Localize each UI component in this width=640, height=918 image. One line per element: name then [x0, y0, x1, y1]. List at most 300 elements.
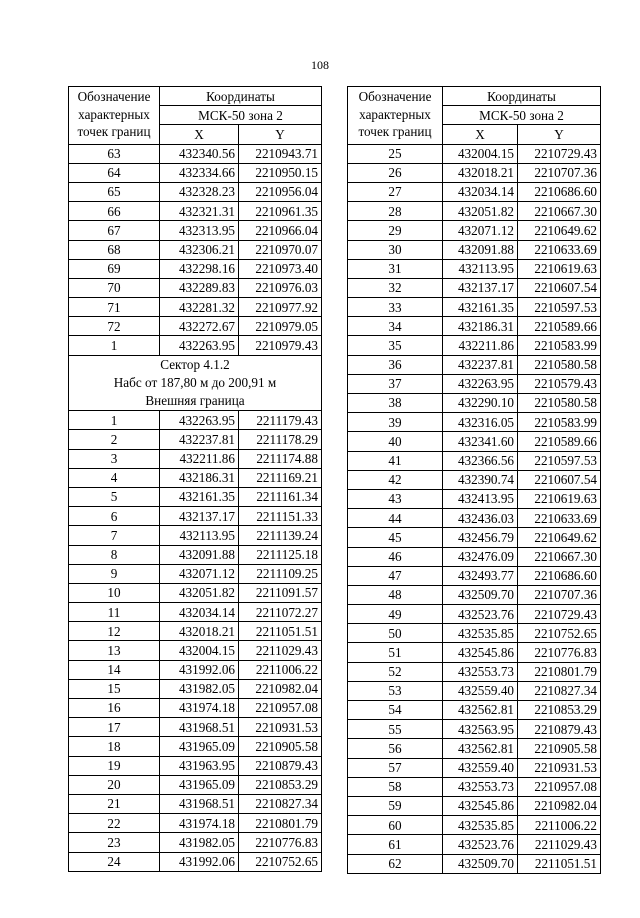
table-row [348, 317, 601, 336]
point-number-cell: 45 [348, 528, 443, 547]
x-coordinate-cell: 432290.10 [443, 394, 518, 413]
x-coordinate-cell: 431992.06 [160, 852, 239, 871]
point-number-cell: 55 [348, 720, 443, 739]
point-number-cell: 1 [69, 336, 160, 355]
y-coordinate-cell: 2210801.79 [518, 662, 601, 681]
table-row [348, 777, 601, 796]
point-number-cell: 69 [69, 259, 160, 278]
table-row [69, 468, 322, 487]
table-row [348, 355, 601, 374]
section-subtitle: Набс от 187,80 м до 200,91 м [69, 374, 322, 392]
point-number-cell: 6 [69, 507, 160, 526]
point-number-cell: 54 [348, 701, 443, 720]
x-coordinate-cell: 432091.88 [443, 240, 518, 259]
coordinate-system-header: МСК-50 зона 2 [443, 106, 601, 125]
y-coordinate-cell: 2210801.79 [239, 814, 322, 833]
x-coordinate-cell: 431982.05 [160, 679, 239, 698]
point-number-cell: 49 [348, 605, 443, 624]
point-number-cell: 65 [69, 182, 160, 201]
x-coordinate-cell: 432071.12 [160, 564, 239, 583]
table-row [348, 720, 601, 739]
table-row [69, 603, 322, 622]
x-coordinate-cell: 432237.81 [160, 430, 239, 449]
table-row [69, 583, 322, 602]
y-coordinate-cell: 2211125.18 [239, 545, 322, 564]
point-number-cell: 57 [348, 758, 443, 777]
y-coordinate-cell: 2210729.43 [518, 144, 601, 163]
table-row [348, 701, 601, 720]
table-row [69, 221, 322, 240]
x-coordinate-cell: 432272.67 [160, 317, 239, 336]
y-coordinate-cell: 2210853.29 [239, 775, 322, 794]
table-row [69, 679, 322, 698]
table-row [69, 240, 322, 259]
coordinates-table-left [68, 86, 322, 872]
point-number-cell: 56 [348, 739, 443, 758]
y-coordinate-cell: 2210667.30 [518, 547, 601, 566]
y-coordinate-cell: 2210589.66 [518, 317, 601, 336]
x-coordinate-cell: 432545.86 [443, 796, 518, 815]
table-row [348, 336, 601, 355]
point-number-cell: 66 [69, 202, 160, 221]
x-coordinate-cell: 431974.18 [160, 699, 239, 718]
table-row [348, 451, 601, 470]
y-coordinate-cell: 2211051.51 [518, 854, 601, 873]
y-coordinate-cell: 2211109.25 [239, 564, 322, 583]
table-row [69, 430, 322, 449]
y-coordinate-cell: 2210633.69 [518, 509, 601, 528]
point-number-cell: 60 [348, 816, 443, 835]
point-number-cell: 15 [69, 679, 160, 698]
x-coordinate-cell: 432562.81 [443, 701, 518, 720]
table-row [348, 662, 601, 681]
y-coordinate-cell: 2210597.53 [518, 298, 601, 317]
y-coordinate-cell: 2210879.43 [518, 720, 601, 739]
y-coordinate-cell: 2210973.40 [239, 259, 322, 278]
point-number-cell: 2 [69, 430, 160, 449]
y-coordinate-cell: 2210977.92 [239, 298, 322, 317]
point-number-cell: 58 [348, 777, 443, 796]
y-coordinate-cell: 2210589.66 [518, 432, 601, 451]
points-label-line: Обозначение [358, 89, 432, 104]
x-column-header: X [443, 125, 518, 144]
table-row [348, 163, 601, 182]
point-number-cell: 61 [348, 835, 443, 854]
x-coordinate-cell: 432509.70 [443, 585, 518, 604]
x-coordinate-cell: 432321.31 [160, 202, 239, 221]
point-number-cell: 18 [69, 737, 160, 756]
table-row [348, 298, 601, 317]
table-row [69, 564, 322, 583]
y-coordinate-cell: 2210649.62 [518, 528, 601, 547]
x-coordinate-cell: 432161.35 [443, 298, 518, 317]
table-row [69, 144, 322, 163]
y-coordinate-cell: 2211072.27 [239, 603, 322, 622]
section-title: Сектор 4.1.2 [69, 355, 322, 374]
point-number-cell: 39 [348, 413, 443, 432]
y-coordinate-cell: 2210752.65 [239, 852, 322, 871]
table-row [348, 432, 601, 451]
points-label-header [69, 87, 160, 145]
table-row [69, 317, 322, 336]
y-coordinate-cell: 2210633.69 [518, 240, 601, 259]
x-coordinate-cell: 432051.82 [443, 202, 518, 221]
table-row [348, 854, 601, 873]
x-coordinate-cell: 431992.06 [160, 660, 239, 679]
table-row [69, 641, 322, 660]
y-coordinate-cell: 2210853.29 [518, 701, 601, 720]
point-number-cell: 48 [348, 585, 443, 604]
x-coordinate-cell: 432289.83 [160, 278, 239, 297]
x-coordinate-cell: 432018.21 [443, 163, 518, 182]
coordinates-table-right [347, 86, 601, 874]
y-coordinate-cell: 2210752.65 [518, 624, 601, 643]
points-label-header [348, 87, 443, 145]
table-row [348, 221, 601, 240]
y-coordinate-cell: 2210957.08 [518, 777, 601, 796]
point-number-cell: 47 [348, 566, 443, 585]
table-row [348, 528, 601, 547]
y-coordinate-cell: 2210580.58 [518, 394, 601, 413]
table-row [348, 509, 601, 528]
y-coordinate-cell: 2210976.03 [239, 278, 322, 297]
point-number-cell: 24 [69, 852, 160, 871]
table-row [348, 835, 601, 854]
x-coordinate-cell: 432263.95 [443, 374, 518, 393]
y-column-header: Y [518, 125, 601, 144]
x-coordinate-cell: 432161.35 [160, 487, 239, 506]
table-row [69, 852, 322, 871]
point-number-cell: 37 [348, 374, 443, 393]
x-coordinate-cell: 432316.05 [443, 413, 518, 432]
table-row [348, 394, 601, 413]
y-coordinate-cell: 2210583.99 [518, 336, 601, 355]
table-row [348, 739, 601, 758]
y-coordinate-cell: 2210982.04 [518, 796, 601, 815]
x-coordinate-cell: 432211.86 [160, 449, 239, 468]
y-coordinate-cell: 2210931.53 [239, 718, 322, 737]
y-coordinate-cell: 2210597.53 [518, 451, 601, 470]
table-row [69, 622, 322, 641]
point-number-cell: 52 [348, 662, 443, 681]
x-coordinate-cell: 432137.17 [443, 278, 518, 297]
point-number-cell: 21 [69, 794, 160, 813]
point-number-cell: 50 [348, 624, 443, 643]
section-row [69, 392, 322, 411]
y-coordinate-cell: 2210931.53 [518, 758, 601, 777]
x-coordinate-cell: 432535.85 [443, 624, 518, 643]
table-row [348, 758, 601, 777]
y-coordinate-cell: 2210956.04 [239, 182, 322, 201]
table-row [348, 202, 601, 221]
x-coordinate-cell: 432186.31 [443, 317, 518, 336]
point-number-cell: 68 [69, 240, 160, 259]
table-row [69, 833, 322, 852]
table-row [69, 814, 322, 833]
point-number-cell: 19 [69, 756, 160, 775]
y-coordinate-cell: 2211169.21 [239, 468, 322, 487]
x-coordinate-cell: 432281.32 [160, 298, 239, 317]
table-row [348, 547, 601, 566]
point-number-cell: 22 [69, 814, 160, 833]
y-coordinate-cell: 2210950.15 [239, 163, 322, 182]
point-number-cell: 35 [348, 336, 443, 355]
point-number-cell: 11 [69, 603, 160, 622]
table-row [69, 298, 322, 317]
points-label-line: точек границ [77, 124, 151, 139]
x-coordinate-cell: 431965.09 [160, 775, 239, 794]
y-coordinate-cell: 2210776.83 [518, 643, 601, 662]
x-coordinate-cell: 432237.81 [443, 355, 518, 374]
x-coordinate-cell: 432509.70 [443, 854, 518, 873]
x-coordinate-cell: 432436.03 [443, 509, 518, 528]
point-number-cell: 43 [348, 489, 443, 508]
y-coordinate-cell: 2210905.58 [518, 739, 601, 758]
y-coordinate-cell: 2210982.04 [239, 679, 322, 698]
point-number-cell: 7 [69, 526, 160, 545]
x-coordinate-cell: 432034.14 [160, 603, 239, 622]
table-row [348, 240, 601, 259]
table-row [69, 336, 322, 355]
y-coordinate-cell: 2210979.05 [239, 317, 322, 336]
point-number-cell: 29 [348, 221, 443, 240]
point-number-cell: 25 [348, 144, 443, 163]
points-label-line: точек границ [358, 124, 432, 139]
y-coordinate-cell: 2210579.43 [518, 374, 601, 393]
point-number-cell: 59 [348, 796, 443, 815]
y-coordinate-cell: 2210961.35 [239, 202, 322, 221]
point-number-cell: 62 [348, 854, 443, 873]
y-coordinate-cell: 2210957.08 [239, 699, 322, 718]
x-coordinate-cell: 432306.21 [160, 240, 239, 259]
x-coordinate-cell: 432523.76 [443, 835, 518, 854]
table-row [69, 756, 322, 775]
point-number-cell: 71 [69, 298, 160, 317]
y-coordinate-cell: 2211161.34 [239, 487, 322, 506]
y-coordinate-cell: 2210607.54 [518, 278, 601, 297]
x-column-header: X [160, 125, 239, 144]
x-coordinate-cell: 432328.23 [160, 182, 239, 201]
y-coordinate-cell: 2210827.34 [518, 681, 601, 700]
table-row [348, 643, 601, 662]
table-row [348, 796, 601, 815]
point-number-cell: 30 [348, 240, 443, 259]
point-number-cell: 33 [348, 298, 443, 317]
point-number-cell: 44 [348, 509, 443, 528]
x-coordinate-cell: 432559.40 [443, 758, 518, 777]
table-row [69, 660, 322, 679]
y-coordinate-cell: 2210607.54 [518, 470, 601, 489]
table-row [69, 278, 322, 297]
x-coordinate-cell: 431982.05 [160, 833, 239, 852]
x-coordinate-cell: 432113.95 [443, 259, 518, 278]
x-coordinate-cell: 432559.40 [443, 681, 518, 700]
x-coordinate-cell: 432113.95 [160, 526, 239, 545]
table-row [69, 487, 322, 506]
x-coordinate-cell: 432004.15 [443, 144, 518, 163]
table-row [348, 566, 601, 585]
table-row [69, 449, 322, 468]
table-row [69, 411, 322, 430]
x-coordinate-cell: 431963.95 [160, 756, 239, 775]
point-number-cell: 67 [69, 221, 160, 240]
point-number-cell: 14 [69, 660, 160, 679]
point-number-cell: 36 [348, 355, 443, 374]
x-coordinate-cell: 431965.09 [160, 737, 239, 756]
coordinate-system-header: МСК-50 зона 2 [160, 106, 322, 125]
x-coordinate-cell: 432493.77 [443, 566, 518, 585]
x-coordinate-cell: 432545.86 [443, 643, 518, 662]
x-coordinate-cell: 432456.79 [443, 528, 518, 547]
x-coordinate-cell: 432186.31 [160, 468, 239, 487]
x-coordinate-cell: 432018.21 [160, 622, 239, 641]
point-number-cell: 63 [69, 144, 160, 163]
point-number-cell: 53 [348, 681, 443, 700]
x-coordinate-cell: 432366.56 [443, 451, 518, 470]
section-row [69, 355, 322, 374]
table-row [69, 182, 322, 201]
y-coordinate-cell: 2211179.43 [239, 411, 322, 430]
x-coordinate-cell: 432137.17 [160, 507, 239, 526]
table-row [348, 374, 601, 393]
y-coordinate-cell: 2210686.60 [518, 182, 601, 201]
y-coordinate-cell: 2210619.63 [518, 259, 601, 278]
table-row [69, 718, 322, 737]
table-row [348, 585, 601, 604]
point-number-cell: 12 [69, 622, 160, 641]
page-number: 108 [311, 58, 329, 72]
point-number-cell: 23 [69, 833, 160, 852]
point-number-cell: 1 [69, 411, 160, 430]
x-coordinate-cell: 432263.95 [160, 336, 239, 355]
point-number-cell: 38 [348, 394, 443, 413]
x-coordinate-cell: 432535.85 [443, 816, 518, 835]
x-coordinate-cell: 432563.95 [443, 720, 518, 739]
y-coordinate-cell: 2210583.99 [518, 413, 601, 432]
y-coordinate-cell: 2211151.33 [239, 507, 322, 526]
table-row [348, 816, 601, 835]
x-coordinate-cell: 432211.86 [443, 336, 518, 355]
x-coordinate-cell: 432553.73 [443, 777, 518, 796]
x-coordinate-cell: 432004.15 [160, 641, 239, 660]
point-number-cell: 34 [348, 317, 443, 336]
x-coordinate-cell: 432562.81 [443, 739, 518, 758]
y-coordinate-cell: 2210580.58 [518, 355, 601, 374]
point-number-cell: 42 [348, 470, 443, 489]
y-coordinate-cell: 2210905.58 [239, 737, 322, 756]
y-coordinate-cell: 2211178.29 [239, 430, 322, 449]
y-coordinate-cell: 2210827.34 [239, 794, 322, 813]
table-row [69, 545, 322, 564]
table-row [69, 775, 322, 794]
table-row [348, 681, 601, 700]
table-row [348, 489, 601, 508]
y-coordinate-cell: 2211029.43 [518, 835, 601, 854]
x-coordinate-cell: 432091.88 [160, 545, 239, 564]
table-row [69, 507, 322, 526]
table-row [348, 182, 601, 201]
x-coordinate-cell: 431968.51 [160, 794, 239, 813]
point-number-cell: 31 [348, 259, 443, 278]
x-coordinate-cell: 432476.09 [443, 547, 518, 566]
y-coordinate-cell: 2210979.43 [239, 336, 322, 355]
y-coordinate-cell: 2210879.43 [239, 756, 322, 775]
point-number-cell: 28 [348, 202, 443, 221]
x-coordinate-cell: 432553.73 [443, 662, 518, 681]
x-coordinate-cell: 432298.16 [160, 259, 239, 278]
point-number-cell: 64 [69, 163, 160, 182]
point-number-cell: 9 [69, 564, 160, 583]
point-number-cell: 70 [69, 278, 160, 297]
table-row [69, 794, 322, 813]
x-coordinate-cell: 432523.76 [443, 605, 518, 624]
boundary-label: Внешняя граница [69, 392, 322, 411]
table-row [69, 259, 322, 278]
y-coordinate-cell: 2210707.36 [518, 163, 601, 182]
points-label-line: Обозначение [77, 89, 151, 104]
header-row [69, 87, 322, 106]
table-row [69, 737, 322, 756]
table-row [348, 605, 601, 624]
y-coordinate-cell: 2211139.24 [239, 526, 322, 545]
point-number-cell: 10 [69, 583, 160, 602]
point-number-cell: 32 [348, 278, 443, 297]
point-number-cell: 41 [348, 451, 443, 470]
y-coordinate-cell: 2211174.88 [239, 449, 322, 468]
y-coordinate-cell: 2210943.71 [239, 144, 322, 163]
table-row [348, 624, 601, 643]
coordinates-header: Координаты [160, 87, 322, 106]
point-number-cell: 16 [69, 699, 160, 718]
point-number-cell: 46 [348, 547, 443, 566]
x-coordinate-cell: 432413.95 [443, 489, 518, 508]
point-number-cell: 8 [69, 545, 160, 564]
table-row [348, 413, 601, 432]
y-coordinate-cell: 2211091.57 [239, 583, 322, 602]
y-coordinate-cell: 2211006.22 [239, 660, 322, 679]
x-coordinate-cell: 432390.74 [443, 470, 518, 489]
table-row [348, 470, 601, 489]
coordinates-header: Координаты [443, 87, 601, 106]
x-coordinate-cell: 432334.66 [160, 163, 239, 182]
y-coordinate-cell: 2210966.04 [239, 221, 322, 240]
y-coordinate-cell: 2210776.83 [239, 833, 322, 852]
x-coordinate-cell: 432263.95 [160, 411, 239, 430]
point-number-cell: 5 [69, 487, 160, 506]
y-coordinate-cell: 2210667.30 [518, 202, 601, 221]
x-coordinate-cell: 431968.51 [160, 718, 239, 737]
point-number-cell: 51 [348, 643, 443, 662]
y-coordinate-cell: 2210707.36 [518, 585, 601, 604]
table-row [69, 699, 322, 718]
point-number-cell: 4 [69, 468, 160, 487]
x-coordinate-cell: 432034.14 [443, 182, 518, 201]
y-column-header: Y [239, 125, 322, 144]
point-number-cell: 27 [348, 182, 443, 201]
point-number-cell: 72 [69, 317, 160, 336]
point-number-cell: 40 [348, 432, 443, 451]
table-row [348, 144, 601, 163]
table-row [69, 202, 322, 221]
y-coordinate-cell: 2211051.51 [239, 622, 322, 641]
point-number-cell: 17 [69, 718, 160, 737]
points-label-line: характерных [78, 106, 150, 122]
points-label-line: характерных [359, 106, 431, 122]
table-row [69, 526, 322, 545]
y-coordinate-cell: 2211006.22 [518, 816, 601, 835]
x-coordinate-cell: 432341.60 [443, 432, 518, 451]
y-coordinate-cell: 2210970.07 [239, 240, 322, 259]
